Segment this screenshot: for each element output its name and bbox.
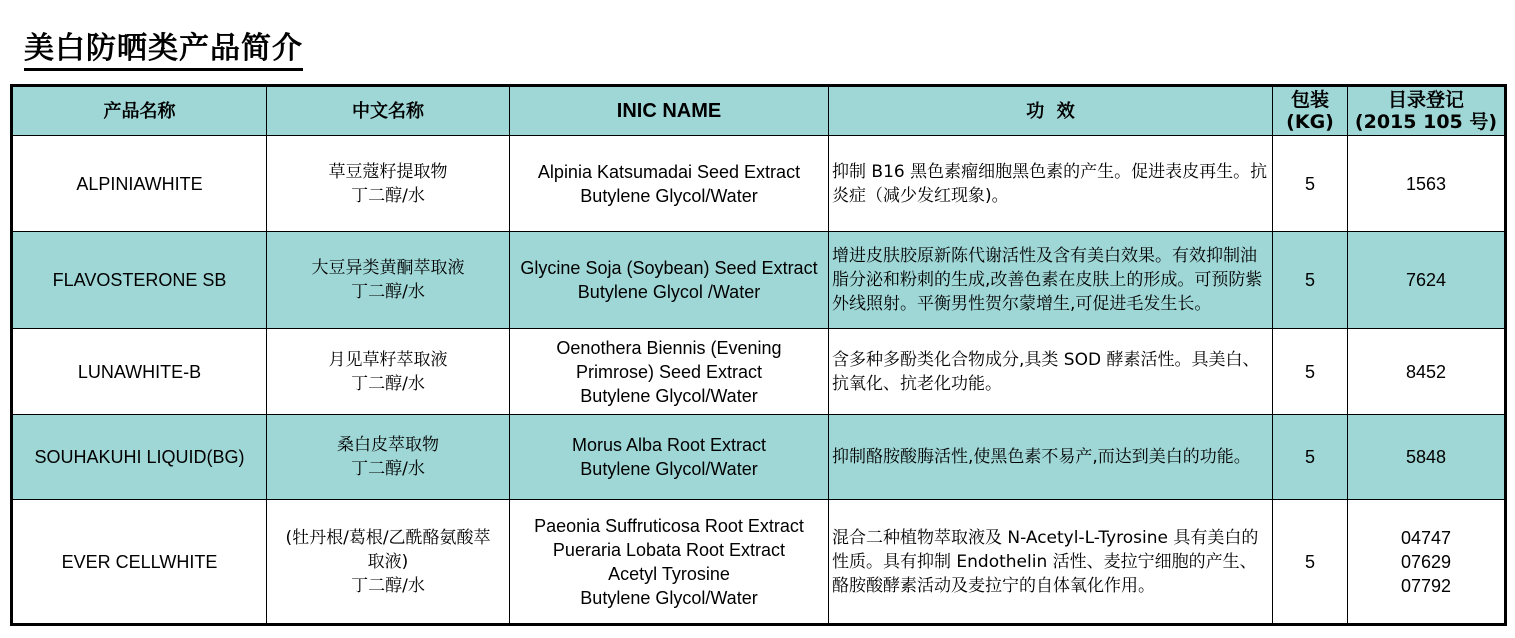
- registry-number: 5848: [1405, 447, 1447, 467]
- inic-name-line: Alpinia Katsumadai Seed Extract: [537, 161, 801, 182]
- inic-name-line: Butylene Glycol /Water: [577, 282, 761, 302]
- page-title: 美白防晒类产品简介: [24, 30, 303, 71]
- header-product-name: 产品名称: [12, 86, 267, 136]
- inic-name-line: Butylene Glycol/Water: [580, 185, 758, 206]
- inic-name-line: Butylene Glycol/Water: [580, 459, 758, 479]
- cell-packing: 5: [1273, 232, 1348, 329]
- chinese-name-line: 丁二醇/水: [351, 459, 425, 479]
- inic-name-line: Butylene Glycol/Water: [580, 385, 758, 406]
- cell-inic-name: [510, 500, 829, 625]
- registry-number: 8452: [1405, 361, 1447, 382]
- cell-registry: [1348, 329, 1506, 415]
- chinese-name-line: 丁二醇/水: [351, 282, 425, 302]
- chinese-name-line: 取液): [367, 551, 409, 572]
- cell-inic-name: [510, 415, 829, 500]
- table-row: [12, 500, 1506, 625]
- header-effect: 功 效: [829, 86, 1273, 136]
- cell-packing: 5: [1273, 329, 1348, 415]
- chinese-name-line: 桑白皮萃取物: [337, 435, 439, 455]
- inic-name-line: Acetyl Tyrosine: [608, 563, 730, 584]
- cell-product-name: LUNAWHITE-B: [12, 329, 267, 415]
- cell-product-name: SOUHAKUHI LIQUID(BG): [12, 415, 267, 500]
- chinese-name-line: (牡丹根/葛根/乙酰酪氨酸萃: [285, 527, 491, 548]
- cell-chinese-name: [267, 500, 510, 625]
- cell-inic-name: [510, 329, 829, 415]
- cell-product-name: EVER CELLWHITE: [12, 500, 267, 625]
- cell-registry: [1348, 232, 1506, 329]
- registry-number: 07629: [1400, 551, 1452, 572]
- table-row: [12, 415, 1506, 500]
- product-table: [10, 84, 1507, 626]
- inic-name-line: Primrose) Seed Extract: [575, 361, 763, 382]
- cell-packing: 5: [1273, 500, 1348, 625]
- cell-product-name: ALPINIAWHITE: [12, 136, 267, 232]
- registry-number: 07792: [1400, 575, 1452, 596]
- header-registry: [1348, 86, 1506, 136]
- chinese-name-line: 丁二醇/水: [351, 373, 425, 394]
- cell-effect: 混合二种植物萃取液及 N-Acetyl-L-Tyrosine 具有美白的性质。具有抑制 Endothelin 活性、麦拉宁细胞的产生、酪胺酸酵素活动及麦拉宁的自体氧化作用。: [829, 500, 1273, 625]
- cell-inic-name: [510, 232, 829, 329]
- inic-name-line: Morus Alba Root Extract: [571, 435, 767, 455]
- cell-effect: 抑制酪胺酸脢活性,使黑色素不易产,而达到美白的功能。: [829, 415, 1273, 500]
- inic-name-line: Paeonia Suffruticosa Root Extract: [534, 515, 804, 536]
- cell-effect: 增进皮肤胶原新陈代谢活性及含有美白效果。有效抑制油脂分泌和粉刺的生成,改善色素在皮肤上的形成。可预防紫外线照射。平衡男性贺尔蒙增生,可促进毛发生长。: [829, 232, 1273, 329]
- inic-name-line: Pueraria Lobata Root Extract: [552, 539, 786, 560]
- chinese-name-line: 草豆蔻籽提取物: [328, 161, 448, 182]
- cell-effect: 含多种多酚类化合物成分,具类 SOD 酵素活性。具美白、抗氧化、抗老化功能。: [829, 329, 1273, 415]
- registry-number: 1563: [1405, 173, 1447, 194]
- table-row: [12, 136, 1506, 232]
- chinese-name-line: 丁二醇/水: [351, 575, 425, 596]
- cell-chinese-name: [267, 232, 510, 329]
- table-row: [12, 329, 1506, 415]
- chinese-name-line: 丁二醇/水: [351, 185, 425, 206]
- cell-chinese-name: [267, 136, 510, 232]
- table-header-row: [12, 86, 1506, 136]
- cell-product-name: FLAVOSTERONE SB: [12, 232, 267, 329]
- header-packing-line1: 包装: [1290, 89, 1329, 111]
- header-chinese-name: 中文名称: [267, 86, 510, 136]
- registry-number: 04747: [1400, 527, 1452, 548]
- cell-registry: [1348, 415, 1506, 500]
- cell-chinese-name: [267, 415, 510, 500]
- header-registry-line1: 目录登记: [1387, 89, 1464, 111]
- registry-number: 7624: [1405, 270, 1447, 290]
- header-packing-line2: (KG): [1286, 111, 1334, 133]
- cell-packing: 5: [1273, 415, 1348, 500]
- inic-name-line: Oenothera Biennis (Evening: [556, 337, 782, 358]
- header-registry-line2: (2015 105 号): [1354, 111, 1498, 133]
- cell-registry: [1348, 136, 1506, 232]
- chinese-name-line: 月见草籽萃取液: [328, 349, 448, 370]
- cell-inic-name: [510, 136, 829, 232]
- inic-name-line: Glycine Soja (Soybean) Seed Extract: [520, 258, 818, 278]
- cell-effect: 抑制 B16 黑色素瘤细胞黑色素的产生。促进表皮再生。抗炎症（减少发红现象)。: [829, 136, 1273, 232]
- table-row: [12, 232, 1506, 329]
- cell-registry: [1348, 500, 1506, 625]
- cell-chinese-name: [267, 329, 510, 415]
- inic-name-line: Butylene Glycol/Water: [580, 587, 758, 608]
- header-inic-name: INIC NAME: [510, 86, 829, 136]
- header-packing: [1273, 86, 1348, 136]
- chinese-name-line: 大豆异类黄酮萃取液: [311, 258, 465, 278]
- cell-packing: 5: [1273, 136, 1348, 232]
